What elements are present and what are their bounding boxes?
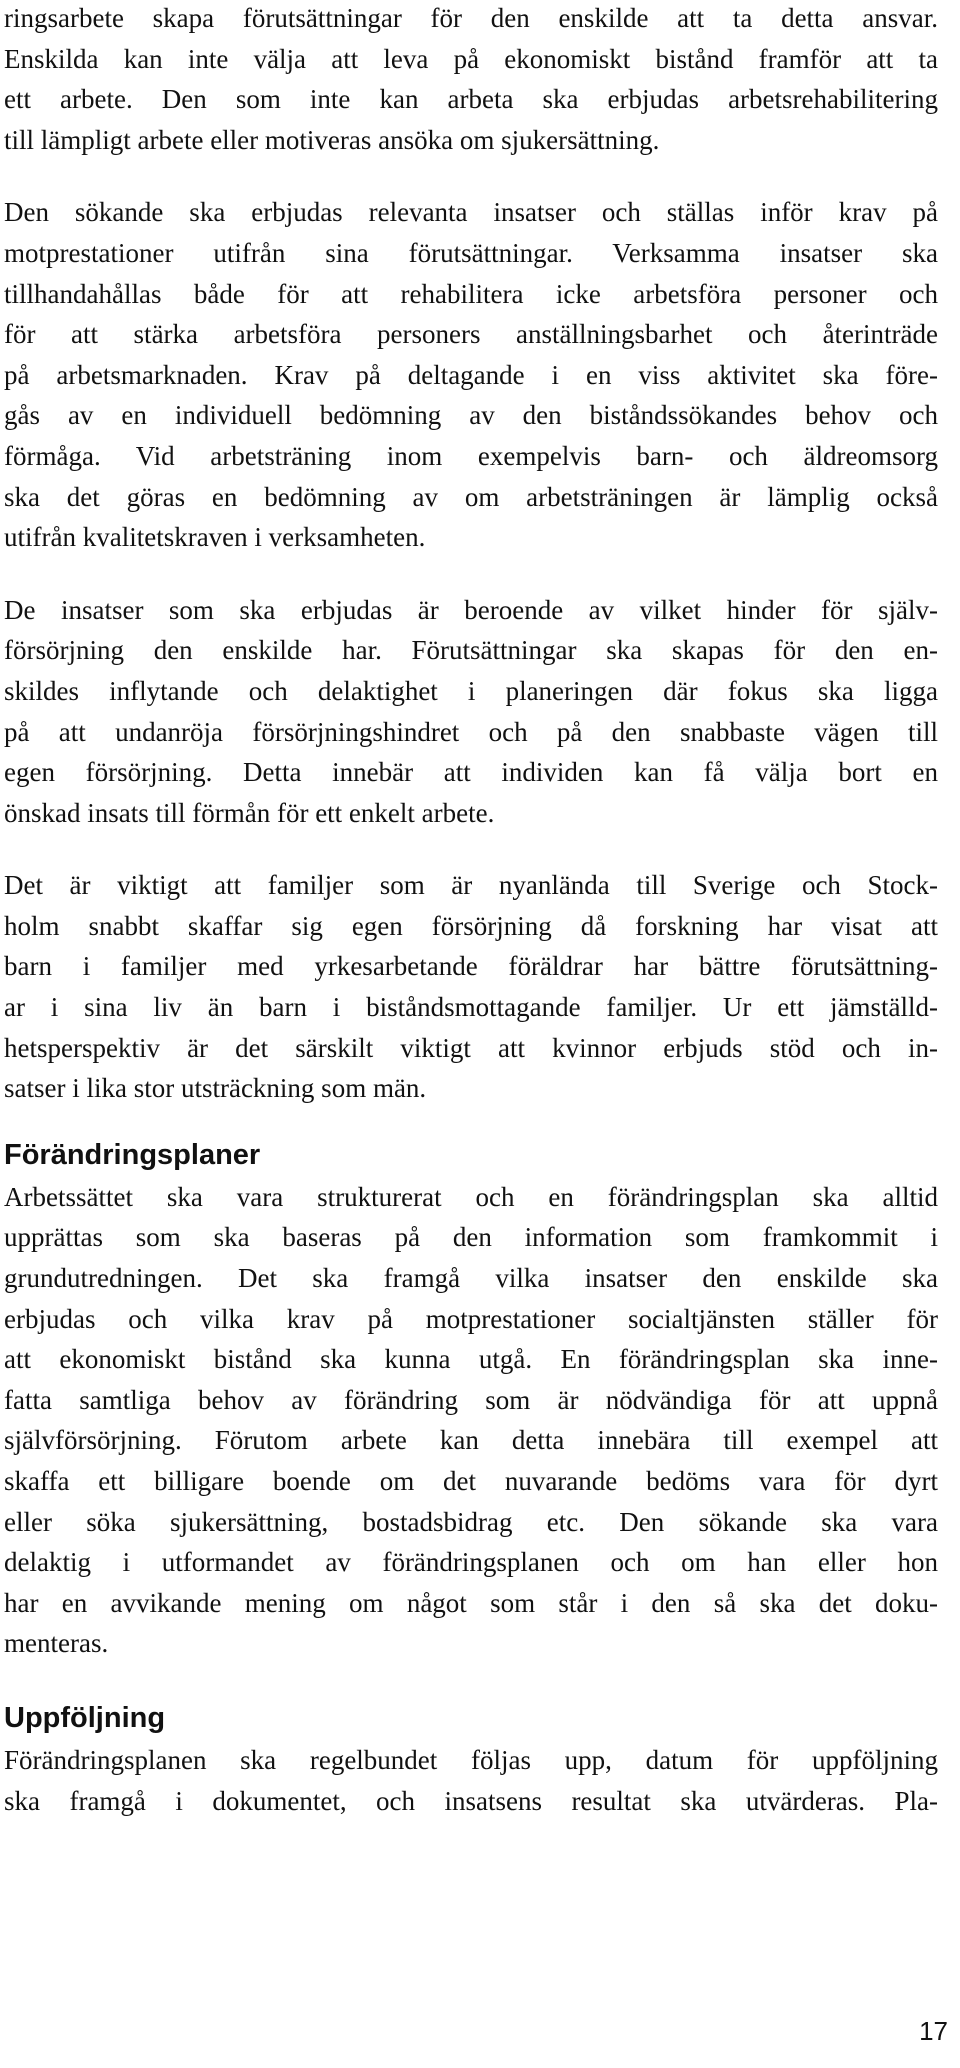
- text-line: Den sökande ska erbjudas relevanta insatser och ställas inför krav på: [4, 197, 938, 228]
- text-line: skildes inflytande och delaktighet i planeringen där fokus ska ligga: [4, 675, 938, 706]
- paragraph-2: [4, 192, 938, 557]
- text-line: ska det göras en bedömning av om arbetsträningen är lämplig också: [4, 481, 938, 512]
- text-line: menteras.: [4, 1628, 109, 1659]
- text-line: ringsarbete skapa förutsättningar för den enskilde att ta detta ansvar.: [4, 3, 938, 33]
- text-line: förmåga. Vid arbetsträning inom exempelvis barn- och äldreomsorg: [4, 440, 938, 471]
- paragraph-4: [4, 865, 938, 1109]
- paragraph-6: [4, 1740, 938, 1821]
- text-line: Förändringsplanen ska regelbundet följas upp, datum för uppföljning: [4, 1744, 938, 1775]
- text-line: tillhandahållas både för att rehabilitera icke arbetsföra personer och: [4, 278, 938, 309]
- paragraph-3: [4, 590, 938, 834]
- text-line: önskad insats till förmån för ett enkelt arbete.: [4, 797, 495, 828]
- page-number: 17: [919, 2016, 948, 2046]
- text-line: skaffa ett billigare boende om det nuvarande bedöms vara för dyrt: [4, 1466, 938, 1496]
- text-line: Det är viktigt att familjer som är nyanlända till Sverige och Stock-: [4, 870, 938, 901]
- text-line: försörjning den enskilde har. Förutsättningar ska skapas för den en-: [4, 635, 938, 666]
- text-line: egen försörjning. Detta innebär att individen kan få välja bort en: [4, 757, 938, 788]
- text-line: delaktig i utformandet av förändringsplanen och om han eller hon: [4, 1547, 938, 1578]
- text-line: holm snabbt skaffar sig egen försörjning då forskning har visat att: [4, 910, 938, 941]
- text-line: ska framgå i dokumentet, och insatsens resultat ska utvärderas. Pla-: [4, 1785, 938, 1816]
- text-line: upprättas som ska baseras på den information som framkommit i: [4, 1222, 938, 1253]
- text-line: ar i sina liv än barn i biståndsmottagande familjer. Ur ett jämställd-: [4, 992, 938, 1023]
- text-line: för att stärka arbetsföra personers anställningsbarhet och återinträde: [4, 319, 938, 350]
- paragraph-gap: [4, 833, 938, 865]
- text-line: eller söka sjukersättning, bostadsbidrag etc. Den sökande ska vara: [4, 1506, 938, 1537]
- text-line: gås av en individuell bedömning av den biståndssökandes behov och: [4, 400, 938, 431]
- text-line: erbjudas och vilka krav på motprestationer socialtjänsten ställer för: [4, 1303, 938, 1334]
- paragraph-gap: [4, 160, 938, 192]
- text-line: utifrån kvalitetskraven i verksamheten.: [4, 522, 426, 553]
- paragraph-5: [4, 1177, 938, 1664]
- text-line: på arbetsmarknaden. Krav på deltagande i en viss aktivitet ska före-: [4, 359, 938, 390]
- text-line: grundutredningen. Det ska framgå vilka insatser den enskilde ska: [4, 1263, 938, 1294]
- text-line: hetsperspektiv är det särskilt viktigt att kvinnor erbjuds stöd och in-: [4, 1032, 938, 1063]
- text-line: har en avvikande mening om något som står i den så ska det doku-: [4, 1587, 938, 1618]
- text-line: Arbetssättet ska vara strukturerat och en förändringsplan ska alltid: [4, 1181, 938, 1212]
- text-line: på att undanröja försörjningshindret och på den snabbaste vägen till: [4, 716, 938, 747]
- text-line: Enskilda kan inte välja att leva på ekonomiskt bistånd framför att ta: [4, 43, 938, 74]
- text-line: fatta samtliga behov av förändring som är nödvändiga för att uppnå: [4, 1384, 938, 1415]
- text-line: ett arbete. Den som inte kan arbeta ska erbjudas arbetsrehabilitering: [4, 84, 938, 115]
- text-line: satser i lika stor utsträckning som män.: [4, 1073, 427, 1104]
- section-heading-uppfoljning: Uppföljning: [4, 1701, 166, 1734]
- text-line: motprestationer utifrån sina förutsättningar. Verksamma insatser ska: [4, 237, 938, 268]
- paragraph-1: [4, 0, 938, 160]
- text-line: självförsörjning. Förutom arbete kan detta innebära till exempel att: [4, 1425, 938, 1456]
- text-line: att ekonomiskt bistånd ska kunna utgå. En förändringsplan ska inne-: [4, 1344, 938, 1375]
- paragraph-gap: [4, 558, 938, 590]
- section-heading-forandringsplaner: Förändringsplaner: [4, 1138, 261, 1171]
- text-line: barn i familjer med yrkesarbetande föräldrar har bättre förutsättning-: [4, 951, 938, 982]
- text-line: till lämpligt arbete eller motiveras ansöka om sjukersättning.: [4, 124, 660, 155]
- text-line: De insatser som ska erbjudas är beroende av vilket hinder för själv-: [4, 594, 938, 625]
